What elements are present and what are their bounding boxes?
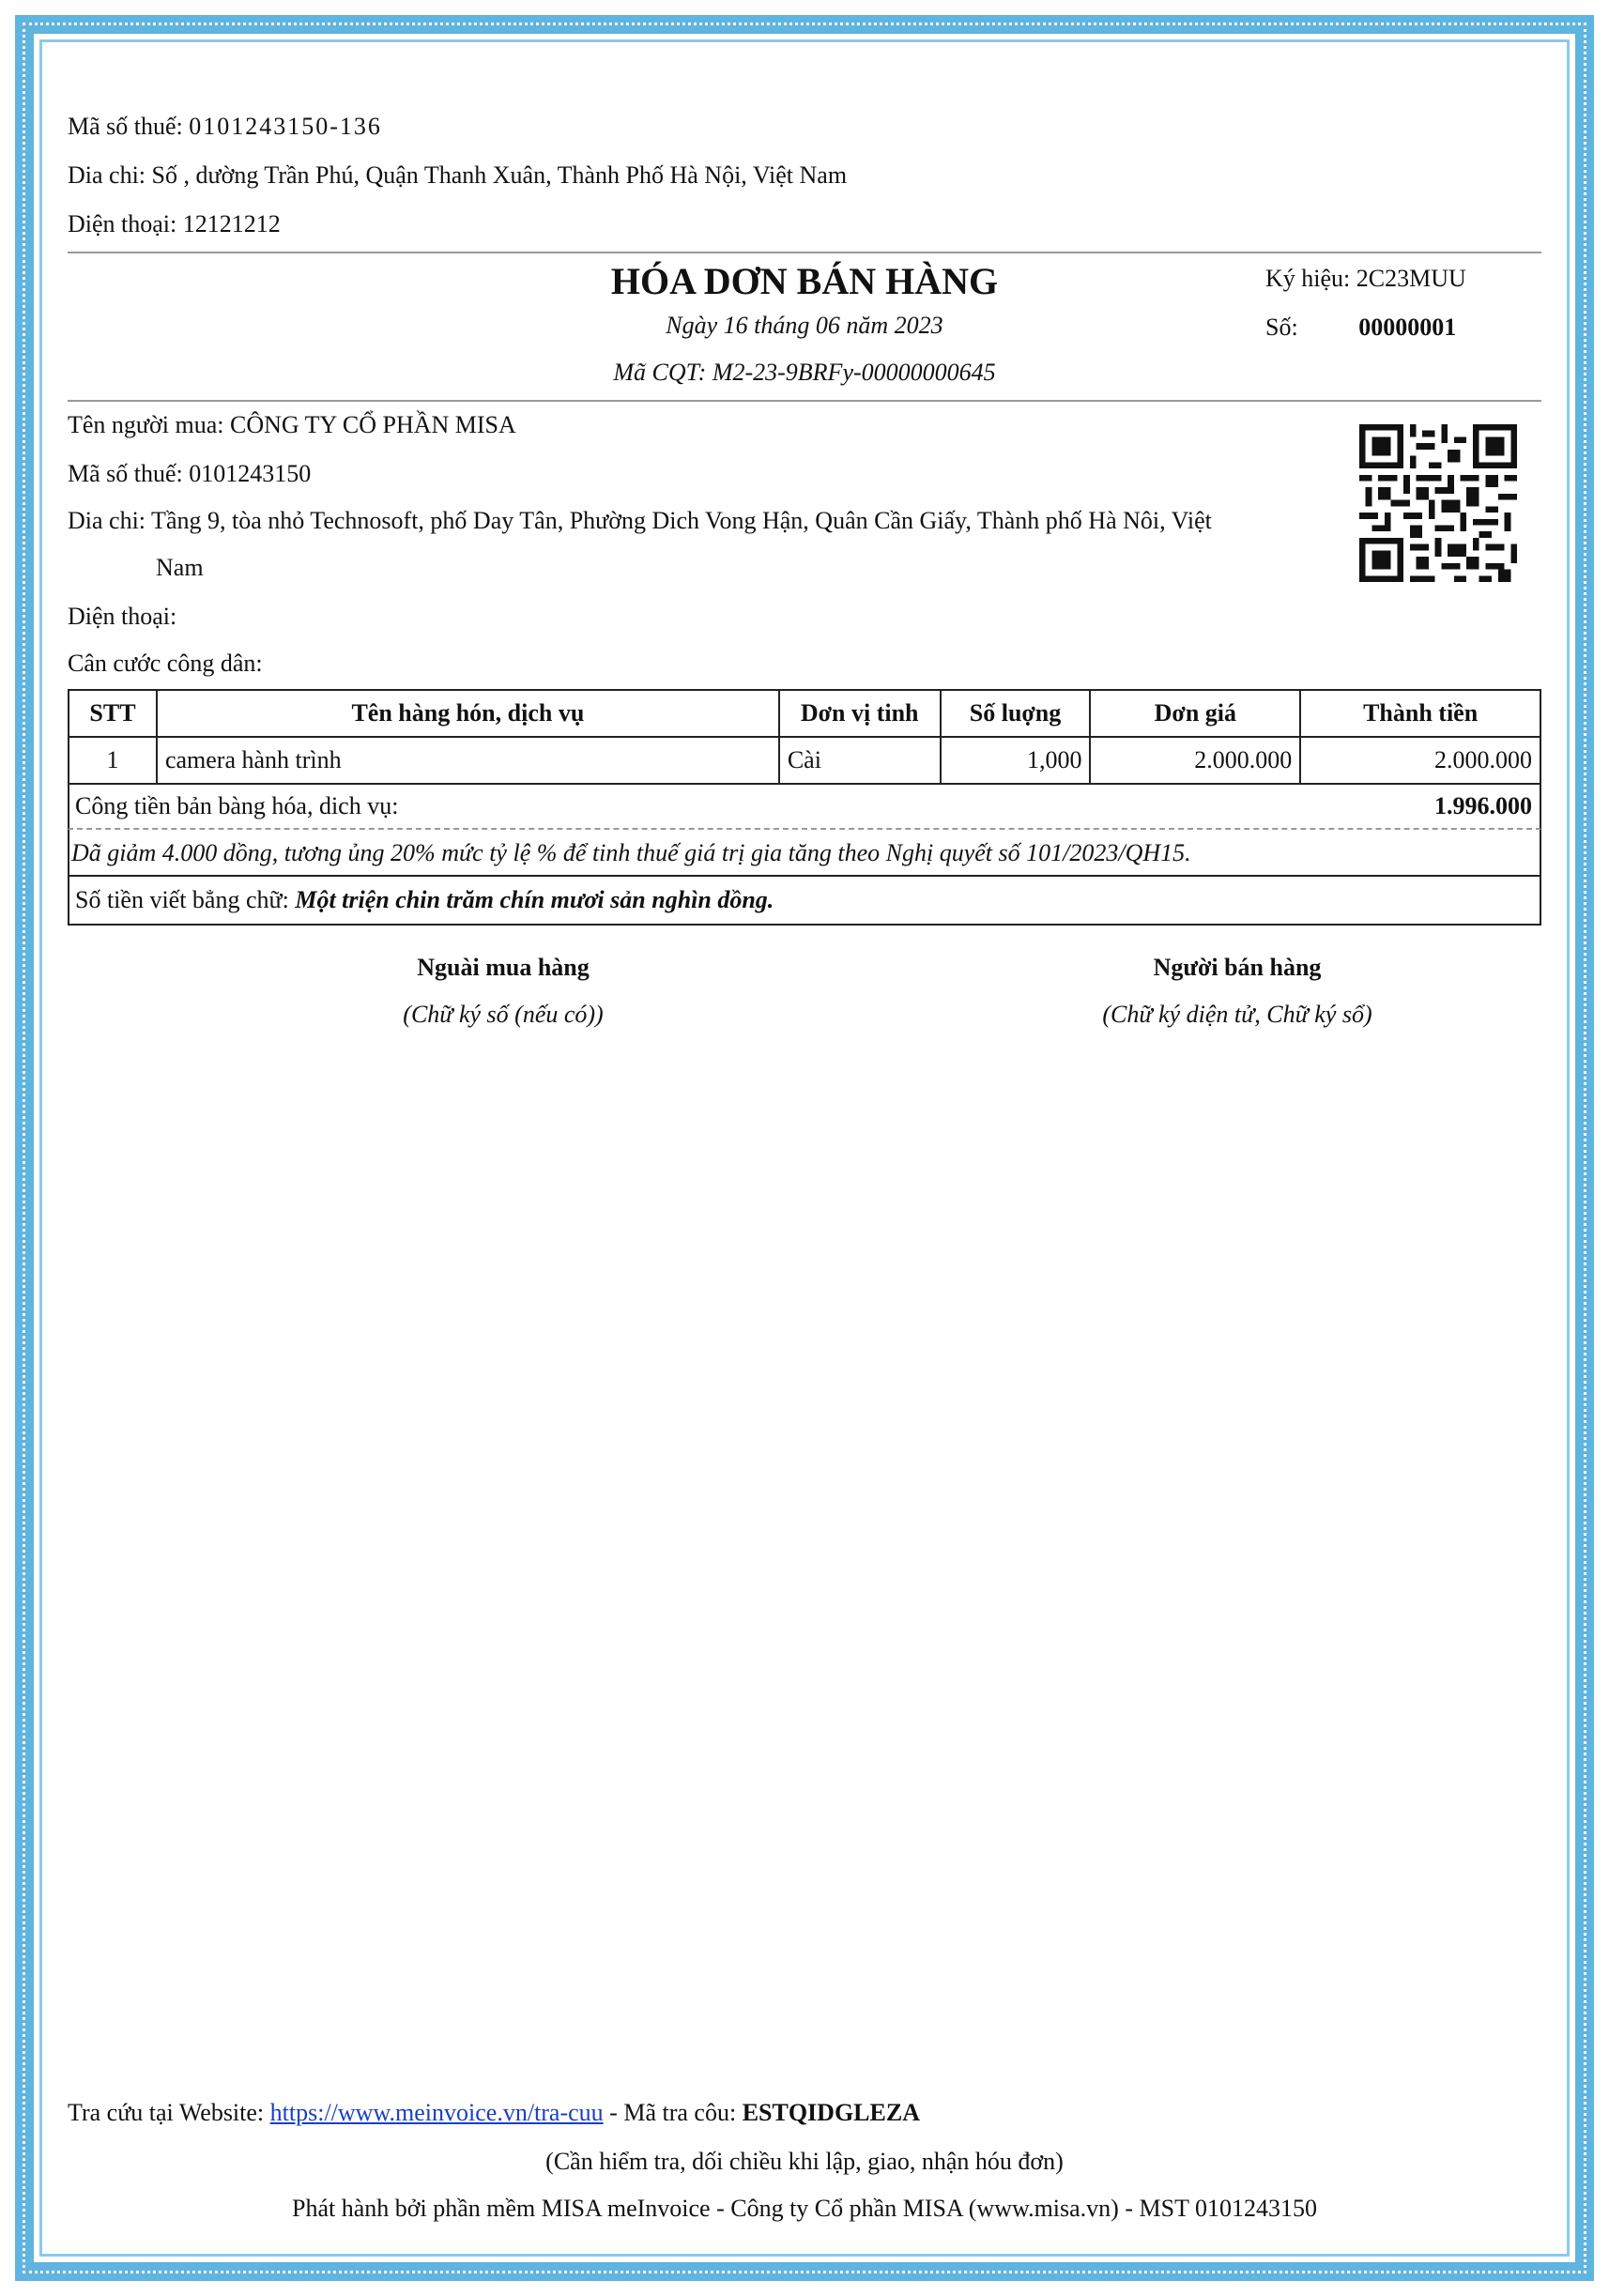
seller-signature-title: Người bán hàng [1153,954,1322,981]
number-value: 00000001 [1358,314,1457,341]
invoice-date: Ngày 16 tháng 06 năm 2023 [666,312,943,339]
check-note: (Cần hiểm tra, dối chiều khi lập, giao, nhận hóu đơn) [545,2148,1064,2175]
discount-note: Dã giảm 4.000 dồng, tương ủng 20% mức tỷ lệ % để tinh thuế giá trị gia tăng theo Nghị quyết số 101/2023/QH15. [71,839,1191,866]
cell-stt: 1 [69,737,157,784]
publisher-line: Phát hành bởi phần mềm MISA meInvoice - Công ty Cổ phần MISA (www.misa.vn) - MST 0101243150 [292,2195,1317,2222]
divider [68,400,1541,402]
seller-phone: Diện thoại: 12121212 [68,210,281,237]
buyer-signature-title: Nguài mua hàng [417,954,590,981]
col-header-unit: Dơn vị tinh [779,690,941,737]
divider [68,252,1541,253]
total-row [68,783,1541,830]
in-words-label: Số tiền viết bẳng chữ: [75,886,289,913]
amount-in-words-row [68,877,1541,926]
table-header-row [69,690,1540,737]
buyer-address: Dia chi: Tầng 9, tòa nhỏ Technosoft, phố Day Tân, Phường Dich Vong Hận, Quân Cần Giấy, Thành phố Hà Nôi, Việt [68,507,1212,534]
seller-signature-note: (Chữ ký diện tử, Chữ ký sổ) [1102,1001,1372,1028]
seller-tax-code [68,113,382,141]
total-value: 1.996.000 [1434,792,1532,819]
cell-unit-price: 2.000.000 [1090,737,1300,784]
buyer-signature-note: (Chữ ký số (nếu có)) [403,1001,604,1028]
buyer-name: Tên người mua: CÔNG TY CỔ PHẦN MISA [68,411,516,438]
col-header-stt: STT [69,690,157,737]
total-label: Công tiền bản bàng hóa, dich vụ: [75,792,399,819]
invoice-symbol [1265,265,1466,293]
col-header-item: Tên hàng hón, dịch vụ [157,690,779,737]
cell-unit: Cài [779,737,941,784]
buyer-address-cont: Nam [156,554,204,581]
invoice-number [1265,314,1456,342]
discount-row [68,830,1541,877]
cell-quantity: 1,000 [941,737,1091,784]
qr-code-icon [1359,424,1517,582]
cell-item: camera hành trình [157,737,779,784]
seller-tax-code-value: 0101243150-136 [189,113,382,140]
seller-address: Dia chi: Số , dường Trần Phú, Quận Thanh Xuân, Thành Phố Hà Nội, Việt Nam [68,161,848,189]
buyer-citizen-id: Cân cước công dân: [68,650,263,677]
seller-tax-code-label: Mã số thuế: [68,113,183,140]
lookup-line [68,2099,920,2127]
lookup-link[interactable]: https://www.meinvoice.vn/tra-cuu [269,2099,604,2126]
col-header-amount: Thành tiền [1300,690,1540,737]
lookup-code: ESTQIDGLEZA [742,2099,920,2126]
lookup-prefix: Tra cứu tại Website: [68,2099,265,2126]
number-label: Số: [1265,314,1298,341]
amount-in-words [75,886,774,914]
table-row [69,737,1540,784]
buyer-phone: Diện thoại: [68,603,177,630]
lookup-code-label: - Mã tra côu: [609,2099,737,2126]
cell-amount: 2.000.000 [1300,737,1540,784]
symbol-label: Ký hiệu: [1265,265,1351,292]
items-table [68,689,1541,785]
invoice-title: HÓA DƠN BÁN HÀNG [610,260,999,302]
symbol-value: 2C23MUU [1356,265,1466,292]
buyer-tax-code: Mã số thuế: 0101243150 [68,460,312,487]
in-words-value: Một triện chin trăm chín mươi sản nghìn dồng. [295,886,774,913]
col-header-quantity: Số luợng [941,690,1091,737]
cqt-code: Mã CQT: M2-23-9BRFy-00000000645 [613,359,996,386]
col-header-unit-price: Dơn giá [1090,690,1300,737]
